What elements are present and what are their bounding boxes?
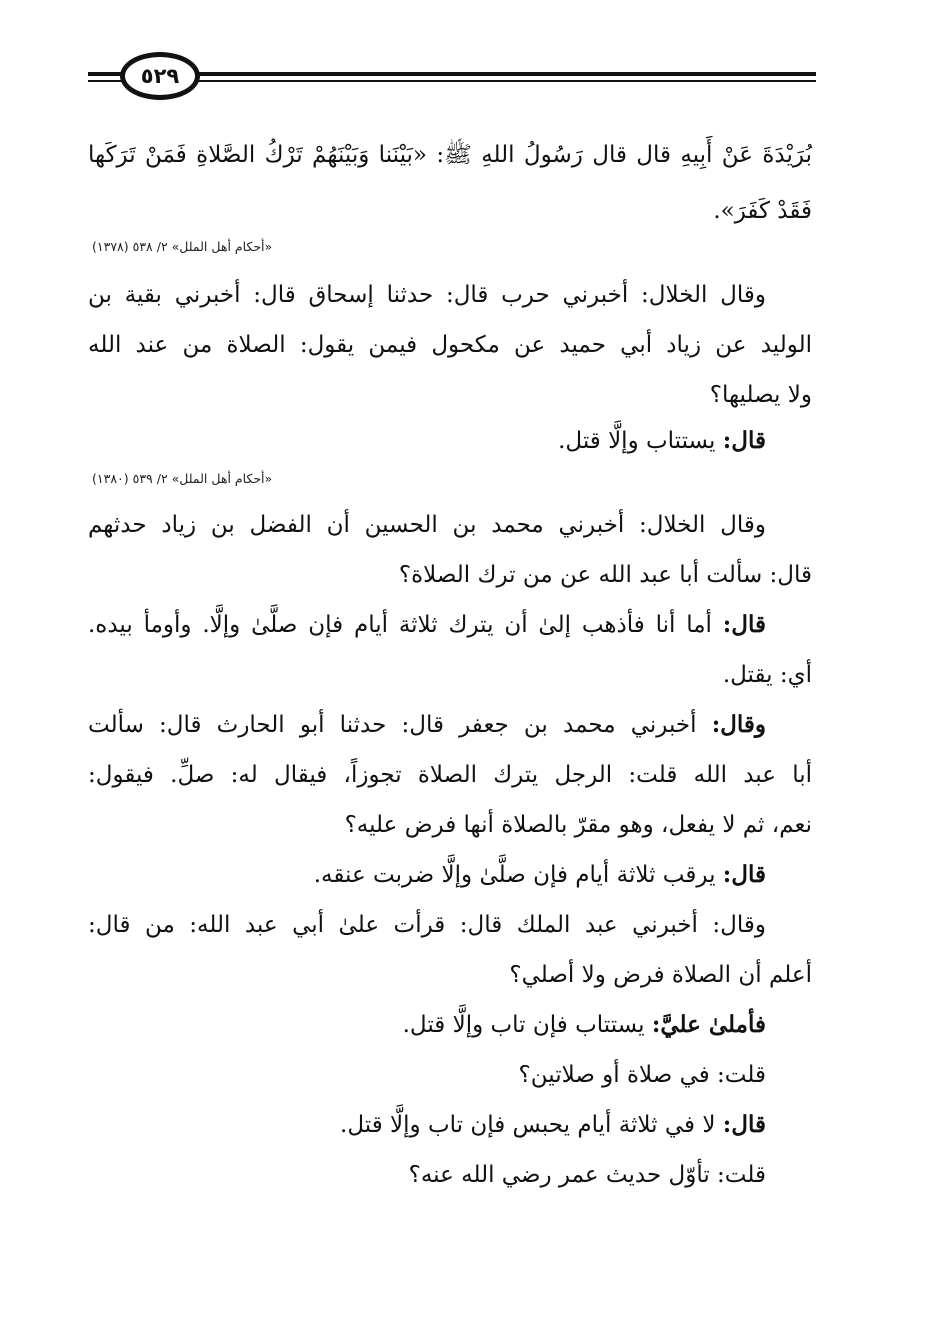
answer-label: قال: <box>722 427 766 454</box>
answer-line <box>88 610 812 640</box>
answer-text: يستتاب وإلَّا قتل. <box>558 428 723 454</box>
narration-line <box>88 710 812 740</box>
answer-text: يرقب ثلاثة أيام فإن صلَّىٰ وإلَّا ضربت عنقه. <box>313 862 723 888</box>
source-citation: «أحكام أهل الملل» ٢/ ٥٣٩ (١٣٨٠) <box>92 471 273 486</box>
hadith-line-1: بُرَيْدَةَ عَنْ أَبِيهِ قال قال رَسُولُ اللهِ ﷺ: «بَيْنَنا وَبَيْنَهُمْ تَرْكُ الصَّلاةِ فَمَنْ تَرَكَها <box>88 142 812 168</box>
narration-text: أخبرني محمد بن جعفر قال: حدثنا أبو الحارث قال: سألت <box>88 712 712 738</box>
paragraph-line: قال: سألت أبا عبد الله عن من ترك الصلاة؟ <box>398 562 812 588</box>
question-line: قلت: تأوّل حديث عمر رضي الله عنه؟ <box>408 1162 766 1188</box>
source-citation: «أحكام أهل الملل» ٢/ ٥٣٨ (١٣٧٨) <box>92 239 273 254</box>
page-header <box>88 52 816 104</box>
answer-label: قال: <box>722 1111 766 1138</box>
paragraph-line: أعلم أن الصلاة فرض ولا أصلي؟ <box>509 962 812 988</box>
paragraph-line: وقال الخلال: أخبرني حرب قال: حدثنا إسحاق قال: أخبرني بقية بن <box>88 282 766 308</box>
narration-label: وقال: <box>711 711 766 738</box>
hadith-line-2: فَقَدْ كَفَرَ». <box>713 198 812 224</box>
answer-text: يستتاب فإن تاب وإلَّا قتل. <box>402 1012 652 1038</box>
answer-text: لا في ثلاثة أيام يحبس فإن تاب وإلَّا قتل. <box>340 1112 723 1138</box>
paragraph-line: وقال: أخبرني عبد الملك قال: قرأت علىٰ أبي عبد الله: من قال: <box>88 912 766 938</box>
answer-line <box>88 1110 812 1140</box>
page-number-badge <box>120 52 200 100</box>
answer-line <box>88 1010 812 1040</box>
paragraph-line: ولا يصليها؟ <box>709 382 812 408</box>
paragraph-line: أبا عبد الله قلت: الرجل يترك الصلاة تجوزاً، فيقال له: صلِّ. فيقول: <box>88 762 812 788</box>
answer-line <box>88 860 812 890</box>
page-number: ٥٢٩ <box>140 64 180 88</box>
answer-text: أما أنا فأذهب إلىٰ أن يترك ثلاثة أيام فإن صلَّىٰ وإلَّا. وأومأ بيده. <box>88 612 723 638</box>
answer-line <box>88 426 812 456</box>
paragraph-line: نعم، ثم لا يفعل، وهو مقرّ بالصلاة أنها فرض عليه؟ <box>344 812 812 838</box>
page-body <box>88 128 812 1190</box>
paragraph-line: وقال الخلال: أخبرني محمد بن الحسين أن الفضل بن زياد حدثهم <box>88 512 766 538</box>
paragraph-line: أي: يقتل. <box>722 662 812 688</box>
paragraph-line: الوليد عن زياد أبي حميد عن مكحول فيمن يقول: الصلاة من عند الله <box>88 332 812 358</box>
question-line: قلت: في صلاة أو صلاتين؟ <box>518 1062 766 1088</box>
answer-label: قال: <box>722 611 766 638</box>
answer-label: قال: <box>722 861 766 888</box>
answer-label: فأملىٰ عليَّ: <box>651 1011 766 1038</box>
